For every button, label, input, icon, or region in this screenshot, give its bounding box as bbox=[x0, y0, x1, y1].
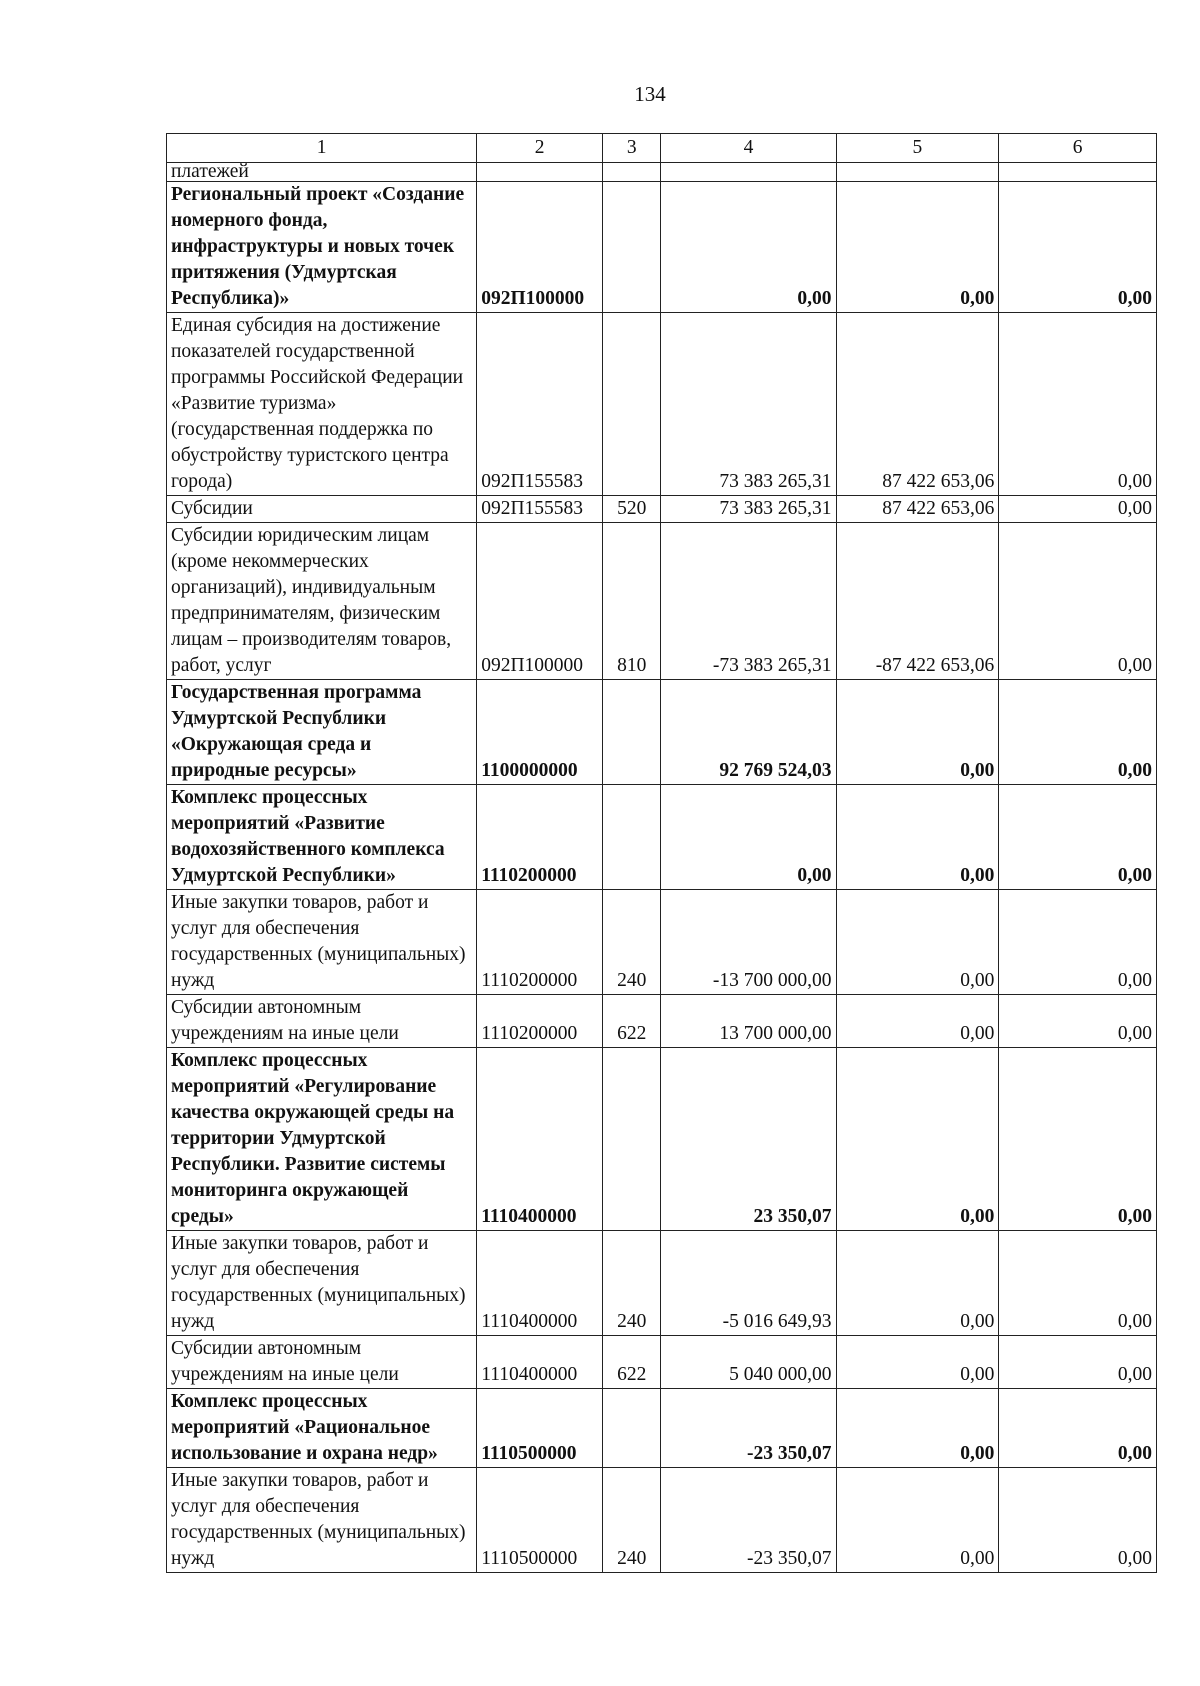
header-row bbox=[167, 134, 1157, 163]
header-col-6: 6 bbox=[999, 134, 1157, 163]
cell-expense-type bbox=[603, 163, 661, 182]
header-col-2: 2 bbox=[477, 134, 603, 163]
cell-amount-col6: 0,00 bbox=[999, 1336, 1157, 1389]
cell-amount-col6: 0,00 bbox=[999, 313, 1157, 496]
cell-expense-type bbox=[603, 680, 661, 785]
table-row bbox=[167, 1231, 1157, 1336]
cell-expense-type bbox=[603, 313, 661, 496]
cell-amount-col4: -73 383 265,31 bbox=[661, 523, 836, 680]
cell-amount-col6: 0,00 bbox=[999, 785, 1157, 890]
table-row bbox=[167, 496, 1157, 523]
cell-amount-col5: 87 422 653,06 bbox=[836, 313, 999, 496]
table-row bbox=[167, 182, 1157, 313]
cell-name: платежей bbox=[167, 163, 477, 182]
cell-amount-col5: 0,00 bbox=[836, 182, 999, 313]
cell-name: Субсидии автономным учреждениям на иные цели bbox=[167, 1336, 477, 1389]
cell-amount-col4 bbox=[661, 163, 836, 182]
table-row bbox=[167, 1468, 1157, 1573]
header-col-4: 4 bbox=[661, 134, 836, 163]
cell-amount-col5: 0,00 bbox=[836, 1048, 999, 1231]
cell-name: Субсидии юридическим лицам (кроме некоммерческих организаций), индивидуальным предпринимателям, физическим лицам – производителям товаров, работ, услуг bbox=[167, 523, 477, 680]
cell-amount-col4: -23 350,07 bbox=[661, 1468, 836, 1573]
cell-expense-type: 622 bbox=[603, 1336, 661, 1389]
cell-target-code: 1110200000 bbox=[477, 995, 603, 1048]
cell-name: Иные закупки товаров, работ и услуг для обеспечения государственных (муниципальных) нужд bbox=[167, 890, 477, 995]
table-row bbox=[167, 785, 1157, 890]
cell-amount-col5: 0,00 bbox=[836, 1468, 999, 1573]
cell-amount-col5: 0,00 bbox=[836, 1336, 999, 1389]
table-row bbox=[167, 313, 1157, 496]
cell-name: Субсидии bbox=[167, 496, 477, 523]
header-col-3: 3 bbox=[603, 134, 661, 163]
cell-expense-type bbox=[603, 1048, 661, 1231]
header-col-1: 1 bbox=[167, 134, 477, 163]
cell-expense-type: 240 bbox=[603, 890, 661, 995]
cell-amount-col6: 0,00 bbox=[999, 890, 1157, 995]
cell-target-code: 1110200000 bbox=[477, 785, 603, 890]
table-row bbox=[167, 1389, 1157, 1468]
cell-amount-col6: 0,00 bbox=[999, 1389, 1157, 1468]
cell-expense-type bbox=[603, 1389, 661, 1468]
cell-amount-col6: 0,00 bbox=[999, 995, 1157, 1048]
cell-amount-col4: 92 769 524,03 bbox=[661, 680, 836, 785]
cell-amount-col4: 5 040 000,00 bbox=[661, 1336, 836, 1389]
cell-target-code: 1110400000 bbox=[477, 1336, 603, 1389]
cell-expense-type: 240 bbox=[603, 1231, 661, 1336]
cell-expense-type: 810 bbox=[603, 523, 661, 680]
cell-amount-col5 bbox=[836, 163, 999, 182]
cell-amount-col4: 73 383 265,31 bbox=[661, 496, 836, 523]
table-row bbox=[167, 1336, 1157, 1389]
cell-amount-col6: 0,00 bbox=[999, 496, 1157, 523]
cell-target-code bbox=[477, 163, 603, 182]
cell-amount-col6: 0,00 bbox=[999, 182, 1157, 313]
cell-target-code: 1100000000 bbox=[477, 680, 603, 785]
cell-amount-col6: 0,00 bbox=[999, 1231, 1157, 1336]
table-row bbox=[167, 890, 1157, 995]
cell-amount-col4: 0,00 bbox=[661, 182, 836, 313]
cell-amount-col5: 0,00 bbox=[836, 1389, 999, 1468]
cell-target-code: 092П155583 bbox=[477, 313, 603, 496]
cell-amount-col5: 0,00 bbox=[836, 680, 999, 785]
cell-target-code: 1110400000 bbox=[477, 1048, 603, 1231]
cell-amount-col4: -5 016 649,93 bbox=[661, 1231, 836, 1336]
cell-target-code: 092П100000 bbox=[477, 182, 603, 313]
cell-amount-col6: 0,00 bbox=[999, 1468, 1157, 1573]
cell-expense-type: 240 bbox=[603, 1468, 661, 1573]
cell-name: Государственная программа Удмуртской Республики «Окружающая среда и природные ресурсы» bbox=[167, 680, 477, 785]
table-row bbox=[167, 163, 1157, 182]
cell-amount-col6 bbox=[999, 163, 1157, 182]
cell-amount-col4: -23 350,07 bbox=[661, 1389, 836, 1468]
cell-amount-col5: 87 422 653,06 bbox=[836, 496, 999, 523]
cell-target-code: 092П155583 bbox=[477, 496, 603, 523]
table-row bbox=[167, 523, 1157, 680]
cell-amount-col5: 0,00 bbox=[836, 785, 999, 890]
cell-expense-type: 622 bbox=[603, 995, 661, 1048]
cell-amount-col4: -13 700 000,00 bbox=[661, 890, 836, 995]
cell-amount-col6: 0,00 bbox=[999, 1048, 1157, 1231]
cell-name: Субсидии автономным учреждениям на иные цели bbox=[167, 995, 477, 1048]
table-row bbox=[167, 680, 1157, 785]
cell-expense-type bbox=[603, 182, 661, 313]
cell-amount-col4: 73 383 265,31 bbox=[661, 313, 836, 496]
cell-target-code: 1110500000 bbox=[477, 1389, 603, 1468]
cell-amount-col5: 0,00 bbox=[836, 890, 999, 995]
page-number: 134 bbox=[634, 82, 666, 106]
cell-amount-col6: 0,00 bbox=[999, 523, 1157, 680]
cell-target-code: 1110500000 bbox=[477, 1468, 603, 1573]
cell-expense-type bbox=[603, 785, 661, 890]
cell-amount-col5: -87 422 653,06 bbox=[836, 523, 999, 680]
cell-amount-col4: 23 350,07 bbox=[661, 1048, 836, 1231]
cell-name: Единая субсидия на достижение показателей государственной программы Российской Федерации «Развитие туризма» (государственная поддержка по обустройству туристского центра города) bbox=[167, 313, 477, 496]
cell-name: Иные закупки товаров, работ и услуг для обеспечения государственных (муниципальных) нужд bbox=[167, 1468, 477, 1573]
cell-amount-col6: 0,00 bbox=[999, 680, 1157, 785]
table-row bbox=[167, 995, 1157, 1048]
cell-name: Иные закупки товаров, работ и услуг для обеспечения государственных (муниципальных) нужд bbox=[167, 1231, 477, 1336]
budget-table bbox=[166, 133, 1157, 1573]
cell-target-code: 1110200000 bbox=[477, 890, 603, 995]
cell-amount-col4: 13 700 000,00 bbox=[661, 995, 836, 1048]
header-col-5: 5 bbox=[836, 134, 999, 163]
cell-target-code: 1110400000 bbox=[477, 1231, 603, 1336]
cell-amount-col5: 0,00 bbox=[836, 1231, 999, 1336]
cell-amount-col4: 0,00 bbox=[661, 785, 836, 890]
table-row bbox=[167, 1048, 1157, 1231]
cell-name: Комплекс процессных мероприятий «Развитие водохозяйственного комплекса Удмуртской Республики» bbox=[167, 785, 477, 890]
cell-target-code: 092П100000 bbox=[477, 523, 603, 680]
cell-name: Региональный проект «Создание номерного фонда, инфраструктуры и новых точек притяжения (Удмуртская Республика)» bbox=[167, 182, 477, 313]
cell-expense-type: 520 bbox=[603, 496, 661, 523]
cell-amount-col5: 0,00 bbox=[836, 995, 999, 1048]
cell-name: Комплекс процессных мероприятий «Регулирование качества окружающей среды на территории Удмуртской Республики. Развитие системы мониторинга окружающей среды» bbox=[167, 1048, 477, 1231]
cell-name: Комплекс процессных мероприятий «Рациональное использование и охрана недр» bbox=[167, 1389, 477, 1468]
